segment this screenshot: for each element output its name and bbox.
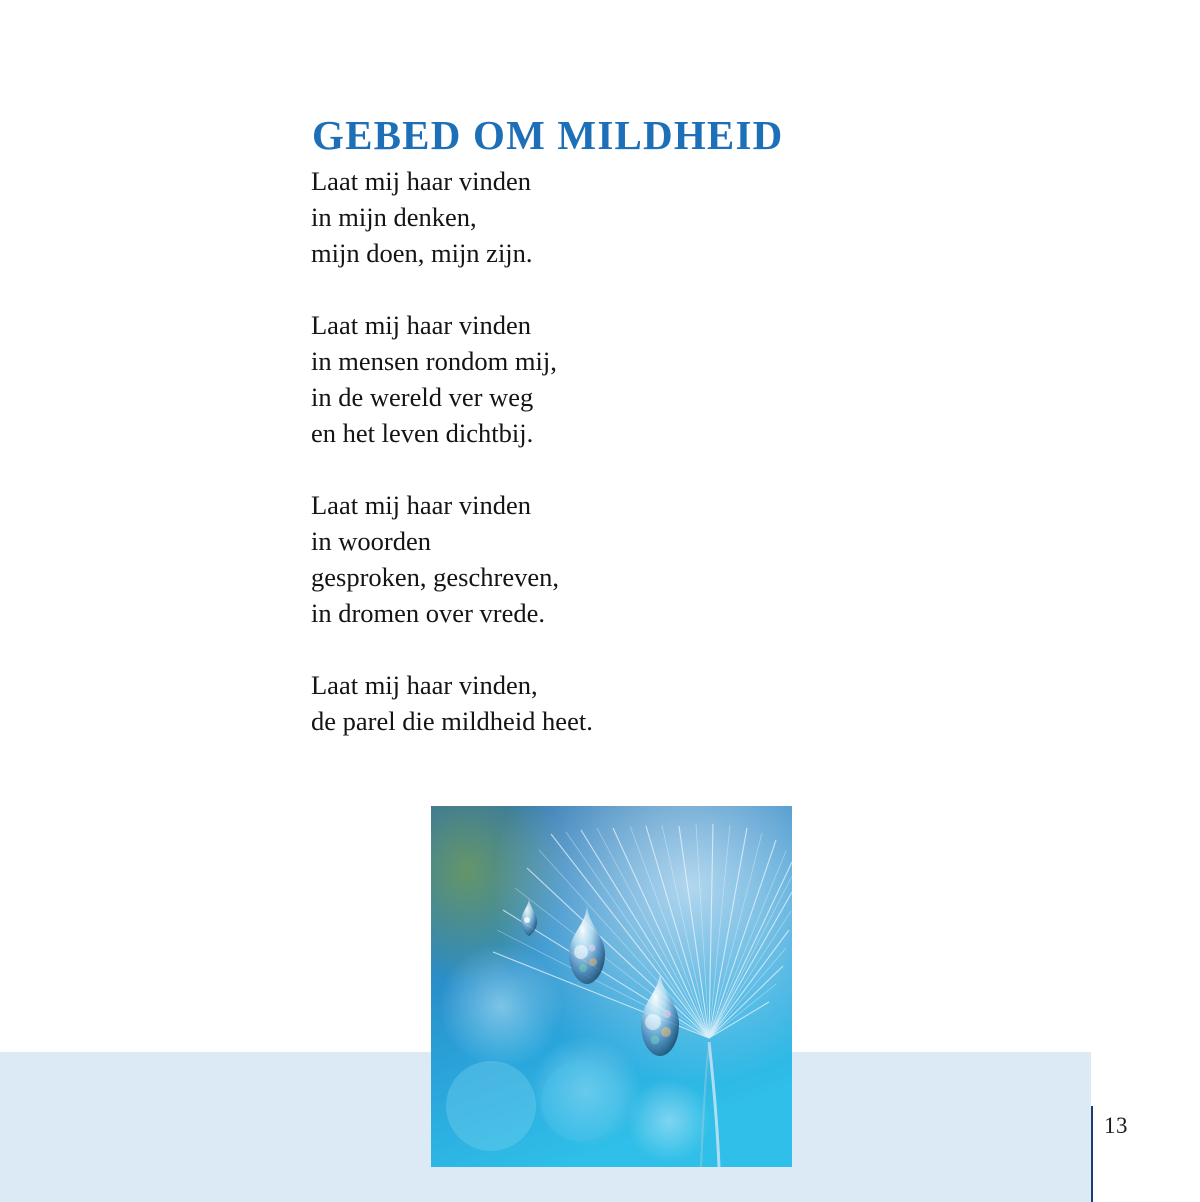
poem-line: Laat mij haar vinden	[311, 490, 532, 520]
poem-stanza	[311, 487, 931, 631]
poem-line: Laat mij haar vinden	[311, 310, 532, 340]
illustration-photo	[431, 806, 792, 1167]
poem-line: in woorden	[311, 526, 431, 556]
poem-line: in de wereld ver weg	[311, 382, 534, 412]
poem-body	[311, 163, 931, 739]
poem-stanza	[311, 163, 931, 271]
poem-stanza	[311, 307, 931, 451]
page-number-divider	[1091, 1106, 1093, 1202]
poem-line: en het leven dichtbij.	[311, 418, 534, 448]
poem-line: Laat mij haar vinden,	[311, 670, 538, 700]
page-number: 13	[1104, 1113, 1128, 1138]
poem-stanza	[311, 667, 931, 739]
poem-line: de parel die mildheid heet.	[311, 706, 593, 736]
poem-line: Laat mij haar vinden	[311, 166, 532, 196]
poem-line: in dromen over vrede.	[311, 598, 545, 628]
poem-line: gesproken, geschreven,	[311, 562, 559, 592]
poem-line: mijn doen, mijn zijn.	[311, 238, 533, 268]
page-title: GEBED OM MILDHEID	[312, 112, 784, 159]
poem-line: in mensen rondom mij,	[311, 346, 557, 376]
poem-line: in mijn denken,	[311, 202, 477, 232]
